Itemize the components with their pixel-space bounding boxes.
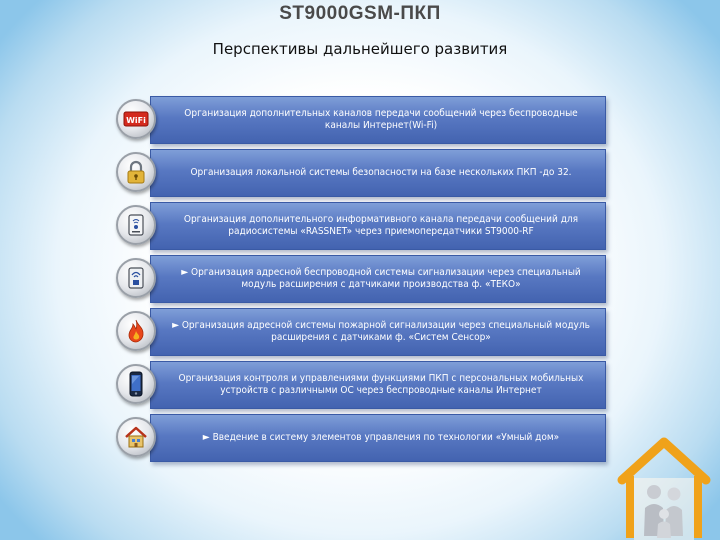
item-bar: Организация локальной системы безопасности на базе нескольких ПКП -до 32. <box>150 149 606 197</box>
page-subtitle: Перспективы дальнейшего развития <box>212 40 508 58</box>
wifi-label: WiFi <box>126 116 146 125</box>
list-item <box>116 149 606 197</box>
item-bar: Организация контроля и управлениями функциями ПКП с персональных мобильных устройств с различными ОС через беспроводные каналы Интернет <box>150 361 606 409</box>
list-item <box>116 308 606 356</box>
smart-home-icon <box>116 417 156 457</box>
page-title: ST9000GSM-ПКП <box>279 3 441 24</box>
list-item <box>116 255 606 303</box>
list-item <box>116 361 606 409</box>
list-item <box>116 96 606 144</box>
item-bar: ► Введение в систему элементов управления по технологии «Умный дом» <box>150 414 606 462</box>
mobile-phone-icon <box>116 364 156 404</box>
item-bar: ► Организация адресной беспроводной системы сигнализации через специальный модуль расширения с датчиками производства ф. «ТЕКО» <box>150 255 606 303</box>
item-bar: ► Организация адресной системы пожарной сигнализации через специальный модуль расширения с датчиками ф. «Систем Сенсор» <box>150 308 606 356</box>
fire-icon <box>116 311 156 351</box>
house-family-icon <box>612 436 716 540</box>
item-bar: Организация дополнительного информативного канала передачи сообщений для радиосистемы «RASSNET» через приемопередатчики ST9000-RF <box>150 202 606 250</box>
item-bar: Организация дополнительных каналов передачи сообщений через беспроводные каналы Интернет(Wi-Fi) <box>150 96 606 144</box>
radio-module-icon <box>116 205 156 245</box>
list-item <box>116 202 606 250</box>
list-item <box>116 414 606 462</box>
wireless-sensor-icon <box>116 258 156 298</box>
lock-icon <box>116 152 156 192</box>
wifi-icon <box>116 99 156 139</box>
